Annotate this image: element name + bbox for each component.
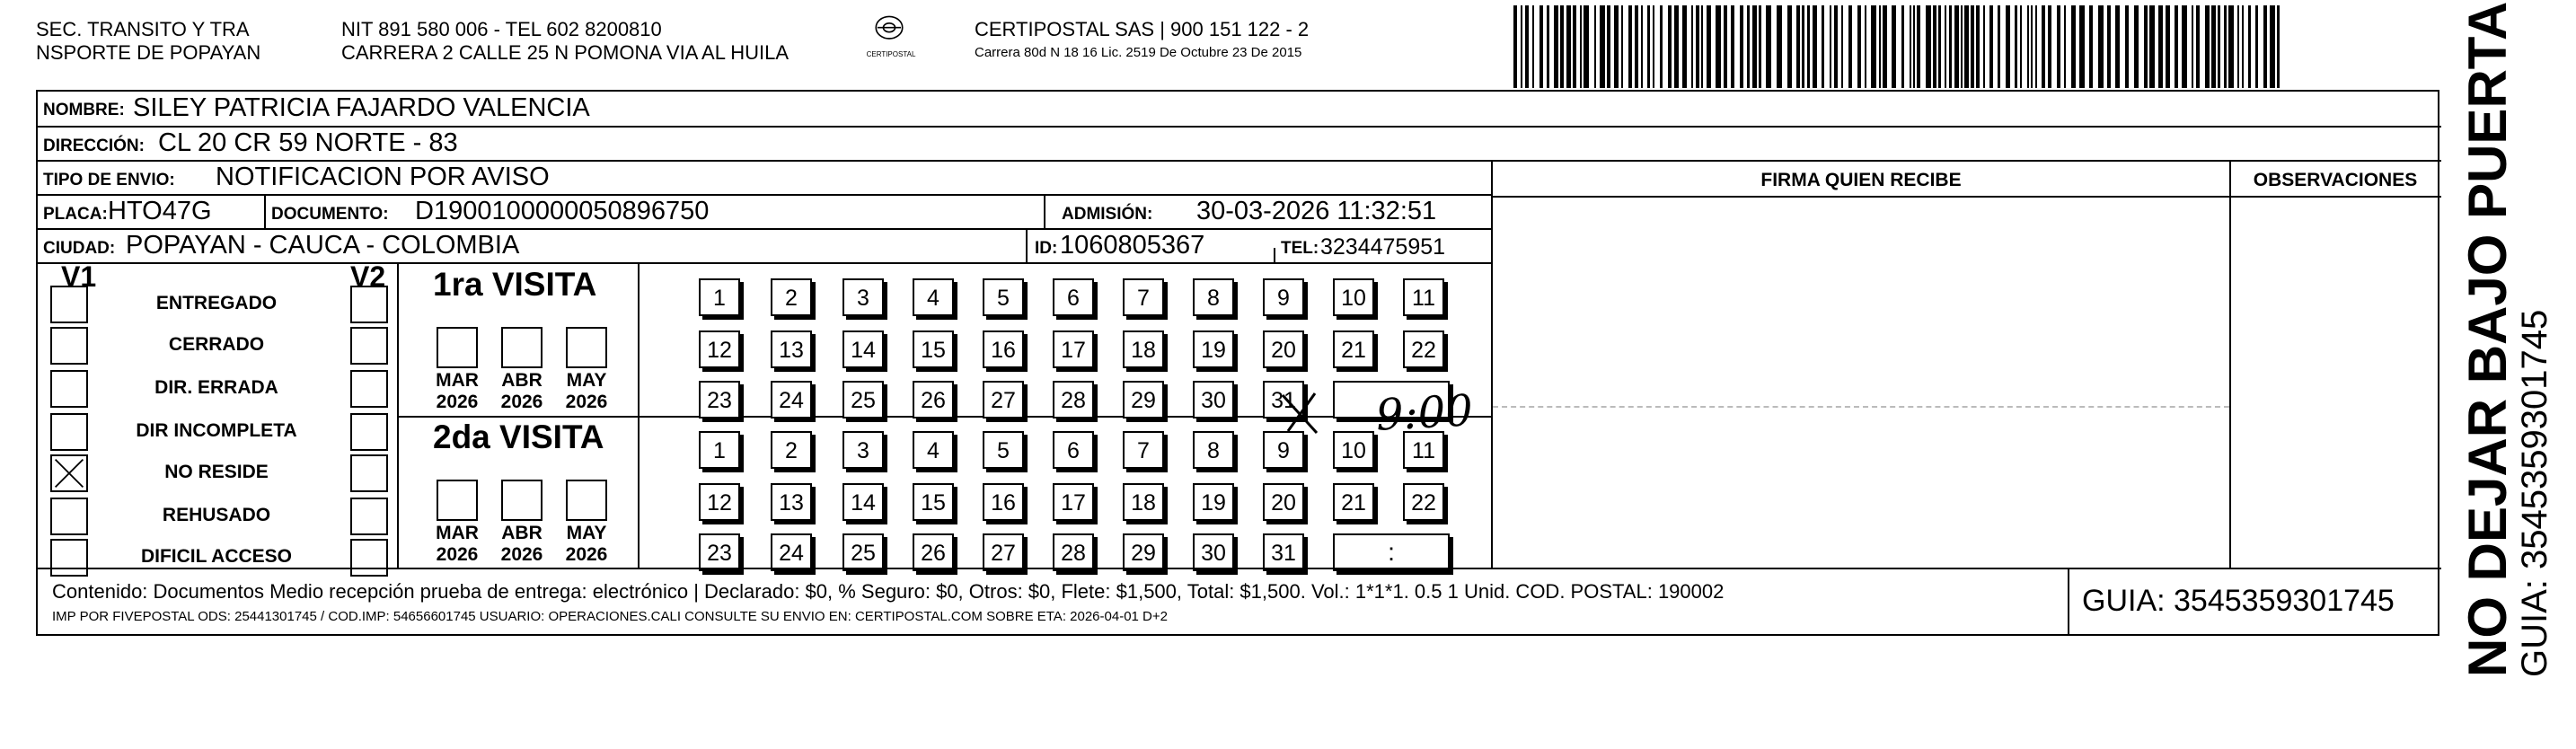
day-box[interactable]: 26 (913, 381, 954, 419)
v2-checkbox[interactable] (350, 539, 388, 577)
day-box[interactable]: 5 (983, 278, 1024, 316)
day-box[interactable]: 6 (1053, 278, 1094, 316)
day-box[interactable]: 20 (1263, 330, 1304, 368)
month-name: ABR (501, 523, 543, 543)
day-box[interactable]: 29 (1123, 533, 1164, 571)
placa-label: PLACA: (43, 205, 108, 224)
day-box[interactable]: 19 (1193, 330, 1234, 368)
day-box[interactable]: 23 (699, 381, 740, 419)
v2-checkbox[interactable] (350, 454, 388, 492)
logo-text: CERTIPOSTAL (866, 50, 916, 58)
status-label: DIR INCOMPLETA (136, 420, 297, 441)
day-box[interactable]: 11 (1403, 431, 1444, 469)
day-box[interactable]: 8 (1193, 278, 1234, 316)
id-label: ID: (1035, 239, 1058, 258)
courier-logo-icon (866, 14, 916, 58)
month-year: 2026 (436, 544, 479, 565)
visit-title: 1ra VISITA (433, 266, 597, 303)
address-line: CARRERA 2 CALLE 25 N POMONA VIA AL HUILA (341, 41, 790, 64)
day-box[interactable]: 16 (983, 483, 1024, 521)
month-name: MAY (566, 523, 607, 543)
row-placa (38, 196, 1491, 230)
row-ciudad (38, 230, 1491, 264)
day-box[interactable]: 25 (842, 381, 884, 419)
tel-label: TEL: (1281, 239, 1319, 258)
v2-checkbox[interactable] (350, 286, 388, 323)
month-label (555, 370, 618, 413)
v1-checkbox[interactable] (50, 370, 88, 408)
courier-block (975, 18, 1309, 65)
visits-block (38, 260, 1491, 568)
month-checkbox[interactable] (501, 327, 543, 368)
courier-line-1: CERTIPOSTAL SAS | 900 151 122 - 2 (975, 18, 1310, 40)
day-box[interactable]: 4 (913, 278, 954, 316)
row-tipo-envio (38, 162, 1491, 196)
month-label (426, 370, 489, 413)
direccion-value: CL 20 CR 59 NORTE - 83 (158, 128, 458, 157)
documento-label: DOCUMENTO: (271, 205, 389, 224)
v1-checkbox[interactable] (50, 286, 88, 323)
day-box[interactable]: 10 (1333, 278, 1374, 316)
day-box[interactable]: 2 (771, 431, 812, 469)
month-name: MAR (436, 523, 479, 543)
day-box[interactable]: 5 (983, 431, 1024, 469)
day-box[interactable]: 28 (1053, 381, 1094, 419)
month-name: MAY (566, 370, 607, 391)
day-box[interactable]: 27 (983, 381, 1024, 419)
month-name: MAR (436, 370, 479, 391)
day-box[interactable]: 11 (1403, 278, 1444, 316)
day-box[interactable]: 19 (1193, 483, 1234, 521)
day-box[interactable]: 24 (771, 533, 812, 571)
v1-header: V1 (61, 260, 97, 293)
day-box[interactable]: 1 (699, 431, 740, 469)
month-checkbox[interactable] (566, 480, 607, 521)
day-box[interactable]: 25 (842, 533, 884, 571)
day-box[interactable]: 21 (1333, 330, 1374, 368)
observaciones-header: OBSERVACIONES (2253, 170, 2418, 190)
day-box[interactable]: 1 (699, 278, 740, 316)
day-box[interactable]: 30 (1193, 533, 1234, 571)
sender-block (36, 18, 260, 65)
footer-content: Contenido: Documentos Medio recepción prueba de entrega: electrónico | Declarado: $0, % Seguro: $0, Otros: $0, Flete: $1,500, Total: $1,500. Vol.: 1*1*1. 0.5 1 Unid. COD. POSTAL: 190002 (52, 580, 1725, 603)
day-box[interactable]: 4 (913, 431, 954, 469)
day-box[interactable]: 22 (1403, 483, 1444, 521)
nombre-label: NOMBRE: (43, 101, 125, 119)
day-box[interactable]: 13 (771, 483, 812, 521)
day-box[interactable]: 15 (913, 483, 954, 521)
footer-print-info: IMP POR FIVEPOSTAL ODS: 25441301745 / COD.IMP: 54656601745 USUARIO: OPERACIONES.CALI CONSULTE SU ENVIO EN: CERTIPOSTAL.COM SOBRE ETA: 2026-04-01 D+2 (52, 609, 1168, 624)
barcode (1513, 5, 2286, 88)
day-box[interactable]: 23 (699, 533, 740, 571)
month-name: ABR (501, 370, 543, 391)
shipping-form (36, 90, 2439, 636)
v2-header: V2 (350, 260, 386, 293)
day-box[interactable]: 3 (842, 278, 884, 316)
nombre-value: SILEY PATRICIA FAJARDO VALENCIA (133, 93, 590, 122)
admision-value: 30-03-2026 11:32:51 (1196, 197, 1437, 225)
day-box[interactable]: 26 (913, 533, 954, 571)
sender-contact-block (341, 18, 789, 65)
day-box[interactable]: 21 (1333, 483, 1374, 521)
placa-value: HTO47G (108, 197, 212, 225)
day-box[interactable]: 12 (699, 330, 740, 368)
day-box[interactable]: 13 (771, 330, 812, 368)
month-label (555, 523, 618, 566)
day-box[interactable]: 3 (842, 431, 884, 469)
status-label: DIFICIL ACCESO (140, 546, 292, 567)
v1-checkbox[interactable] (50, 413, 88, 451)
v2-checkbox[interactable] (350, 370, 388, 408)
nit-line: NIT 891 580 006 - TEL 602 8200810 (341, 18, 662, 40)
guia-number: GUIA: 3545359301745 (2082, 584, 2395, 618)
id-value: 1060805367 (1060, 231, 1205, 260)
row-direccion (38, 128, 2441, 162)
ciudad-label: CIUDAD: (43, 239, 116, 258)
month-year: 2026 (565, 392, 608, 412)
row-nombre (38, 92, 2441, 128)
status-label: REHUSADO (162, 505, 271, 525)
day-box[interactable]: 24 (771, 381, 812, 419)
firma-header: FIRMA QUIEN RECIBE (1760, 170, 1962, 190)
tel-value: 3234475951 (1320, 234, 1446, 260)
sender-line-1: SEC. TRANSITO Y TRA (36, 18, 250, 40)
month-year: 2026 (436, 392, 479, 412)
month-year: 2026 (500, 544, 543, 565)
month-checkbox[interactable] (501, 480, 543, 521)
day-box[interactable]: 6 (1053, 431, 1094, 469)
status-label: ENTREGADO (155, 293, 278, 313)
day-box[interactable]: 9 (1263, 431, 1304, 469)
side-warning (2457, 1, 2554, 677)
month-checkbox[interactable] (437, 480, 478, 521)
handwritten-time: 9:00 (1374, 385, 1475, 441)
sender-line-2: NSPORTE DE POPAYAN (36, 41, 261, 64)
month-label (426, 523, 489, 566)
day-box[interactable]: 18 (1123, 330, 1164, 368)
v1-checkbox[interactable] (50, 539, 88, 577)
status-label: DIR. ERRADA (154, 377, 278, 398)
direccion-label: DIRECCIÓN: (43, 137, 145, 155)
ciudad-value: POPAYAN - CAUCA - COLOMBIA (126, 231, 520, 260)
month-checkbox[interactable] (566, 327, 607, 368)
day-box[interactable]: 7 (1123, 431, 1164, 469)
v1-checkbox[interactable] (50, 498, 88, 535)
tipo-value: NOTIFICACION POR AVISO (216, 163, 550, 191)
day-box[interactable]: 18 (1123, 483, 1164, 521)
status-label: CERRADO (168, 334, 265, 355)
month-label (490, 523, 553, 566)
v2-checkbox[interactable] (350, 413, 388, 451)
status-label: NO RESIDE (164, 462, 269, 482)
day-box[interactable]: 14 (842, 483, 884, 521)
day-box[interactable]: 28 (1053, 533, 1094, 571)
v1-checkbox[interactable] (50, 454, 88, 492)
day-box[interactable]: 27 (983, 533, 1024, 571)
no-dejar-bajo-puerta: NO DEJAR BAJO PUERTA (2457, 1, 2518, 677)
time-box[interactable]: : (1333, 533, 1450, 571)
day-box[interactable]: 22 (1403, 330, 1444, 368)
courier-line-2: Carrera 80d N 18 16 Lic. 2519 De Octubre 23 De 2015 (975, 45, 1302, 60)
side-guia: GUIA: 3545359301745 (2515, 309, 2554, 677)
day-box[interactable]: 2 (771, 278, 812, 316)
day-box[interactable]: 29 (1123, 381, 1164, 419)
day-box[interactable]: 17 (1053, 483, 1094, 521)
day-box[interactable]: 20 (1263, 483, 1304, 521)
month-checkbox[interactable] (437, 327, 478, 368)
handwritten-x-mark-icon (1275, 388, 1326, 438)
day-box[interactable]: 30 (1193, 381, 1234, 419)
day-box[interactable]: 8 (1193, 431, 1234, 469)
day-box[interactable]: 7 (1123, 278, 1164, 316)
tipo-label: TIPO DE ENVIO: (43, 171, 175, 189)
day-box[interactable]: 14 (842, 330, 884, 368)
day-box[interactable]: 10 (1333, 431, 1374, 469)
documento-value: D1900100000050896750 (415, 197, 710, 225)
day-box[interactable]: 31 (1263, 533, 1304, 571)
day-box[interactable]: 15 (913, 330, 954, 368)
visit-title: 2da VISITA (433, 419, 604, 455)
day-box[interactable]: 31 (1263, 381, 1304, 419)
month-year: 2026 (500, 392, 543, 412)
v2-checkbox[interactable] (350, 327, 388, 365)
month-year: 2026 (565, 544, 608, 565)
v2-checkbox[interactable] (350, 498, 388, 535)
day-box[interactable]: 17 (1053, 330, 1094, 368)
day-box[interactable]: 9 (1263, 278, 1304, 316)
day-box[interactable]: 12 (699, 483, 740, 521)
admision-label: ADMISIÓN: (1062, 205, 1153, 224)
v1-checkbox[interactable] (50, 327, 88, 365)
day-box[interactable]: 16 (983, 330, 1024, 368)
month-label (490, 370, 553, 413)
